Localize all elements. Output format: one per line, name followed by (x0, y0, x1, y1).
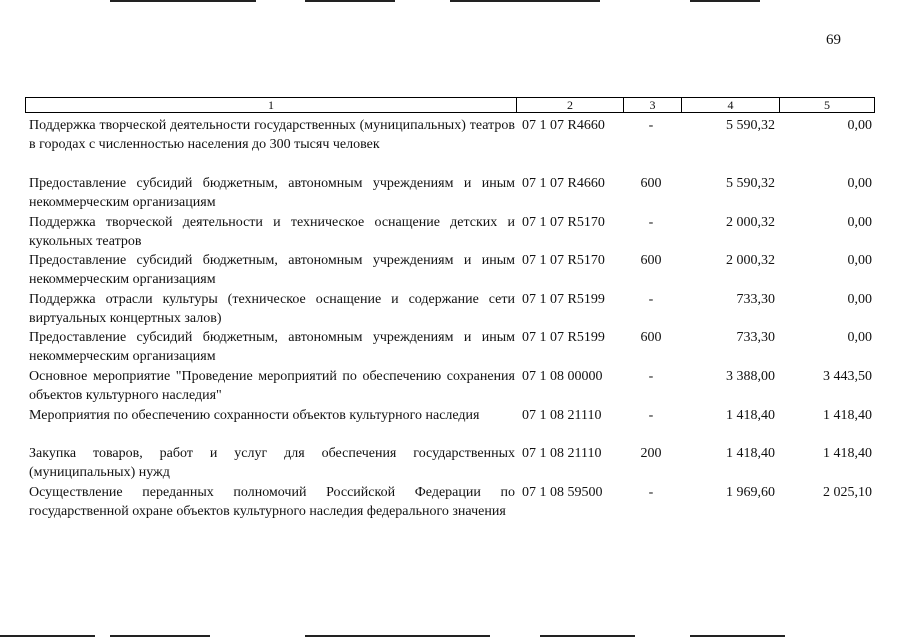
row-value-4: 733,30 (736, 330, 775, 346)
row-value-4: 1 418,40 (726, 407, 775, 423)
row-type: - (648, 407, 654, 423)
column-header: 1 (268, 98, 274, 112)
column-header: 2 (516, 98, 623, 112)
row-type: 200 (640, 446, 662, 462)
row-value-4: 1 969,60 (726, 484, 775, 500)
row-name: Закупка товаров, работ и услуг для обеспечения государственных (муниципальных) нужд (29, 446, 515, 481)
row-type: 600 (640, 330, 662, 346)
row-value-4: 2 000,32 (726, 214, 775, 230)
row-name: Предоставление субсидий бюджетным, автономным учреждениям и иным некоммерческим организациям (29, 176, 515, 210)
row-value-5: 1 418,40 (823, 446, 872, 462)
row-type: - (648, 118, 654, 133)
row-value-4: 2 000,32 (726, 253, 775, 269)
table-row (25, 213, 885, 252)
row-value-5: 0,00 (847, 118, 872, 133)
row-type: - (648, 484, 654, 500)
row-value-4: 1 418,40 (726, 446, 775, 462)
row-value-5: 1 418,40 (823, 407, 872, 423)
scan-artifact-line (110, 0, 256, 2)
row-name: Поддержка отрасли культуры (техническое оснащение и содержание сети виртуальных концертных залов) (29, 291, 515, 326)
table-row (25, 406, 885, 445)
row-name: Предоставление субсидий бюджетным, автономным учреждениям и иным некоммерческим организациям (29, 253, 515, 288)
table-row (25, 116, 885, 174)
row-type: - (648, 291, 654, 307)
row-code: 07 1 07 R5170 (522, 214, 605, 230)
row-name: Поддержка творческой деятельности и техническое оснащение детских и кукольных театров (29, 214, 515, 249)
scan-artifact-line (0, 635, 95, 637)
table-body (25, 116, 885, 521)
scan-artifact-line (690, 0, 760, 2)
row-type: 600 (640, 253, 662, 269)
row-name: Поддержка творческой деятельности государственных (муниципальных) театров в городах с численностью населения до 300 тысяч человек (29, 118, 515, 152)
row-value-5: 0,00 (847, 291, 872, 307)
row-value-5: 0,00 (847, 253, 872, 269)
row-value-4: 5 590,32 (726, 176, 775, 191)
scan-artifact-line (110, 635, 210, 637)
column-header: 4 (681, 98, 779, 112)
row-code: 07 1 07 R5199 (522, 291, 605, 307)
row-code: 07 1 08 21110 (522, 446, 602, 462)
row-name: Осуществление переданных полномочий Российской Федерации по государственной охране объектов культурного наследия федерального значения (29, 484, 515, 519)
page-number: 69 (826, 32, 841, 48)
column-header: 5 (779, 98, 874, 112)
row-name: Основное мероприятие "Проведение мероприятий по обеспечению сохранения объектов культурного наследия" (29, 368, 515, 403)
scan-artifact-line (305, 635, 490, 637)
row-type: - (648, 214, 654, 230)
row-value-5: 0,00 (847, 214, 872, 230)
row-code: 07 1 07 R5170 (522, 253, 605, 269)
row-value-4: 5 590,32 (726, 118, 775, 133)
row-value-4: 3 388,00 (726, 368, 775, 384)
row-code: 07 1 08 59500 (522, 484, 603, 500)
table-row (25, 174, 885, 213)
row-value-5: 0,00 (847, 176, 872, 191)
row-code: 07 1 08 00000 (522, 368, 603, 384)
row-value-4: 733,30 (736, 291, 775, 307)
scan-artifact-line (540, 635, 635, 637)
row-value-5: 0,00 (847, 330, 872, 346)
table-row (25, 444, 885, 483)
table-row (25, 251, 885, 290)
row-type: 600 (640, 176, 662, 191)
row-value-5: 3 443,50 (823, 368, 872, 384)
table-header (25, 97, 875, 113)
column-header: 3 (623, 98, 681, 112)
scan-artifact-line (690, 635, 785, 637)
row-value-5: 2 025,10 (823, 484, 872, 500)
row-type: - (648, 368, 654, 384)
row-code: 07 1 07 R4660 (522, 118, 605, 133)
table-row (25, 367, 885, 406)
table-row (25, 328, 885, 367)
table-row (25, 483, 885, 522)
row-code: 07 1 07 R4660 (522, 176, 605, 191)
row-code: 07 1 07 R5199 (522, 330, 605, 346)
row-name: Предоставление субсидий бюджетным, автономным учреждениям и иным некоммерческим организациям (29, 330, 515, 365)
table-row (25, 290, 885, 329)
row-name: Мероприятия по обеспечению сохранности объектов культурного наследия (29, 407, 480, 423)
scan-artifact-line (305, 0, 395, 2)
scan-artifact-line (450, 0, 600, 2)
row-code: 07 1 08 21110 (522, 407, 602, 423)
